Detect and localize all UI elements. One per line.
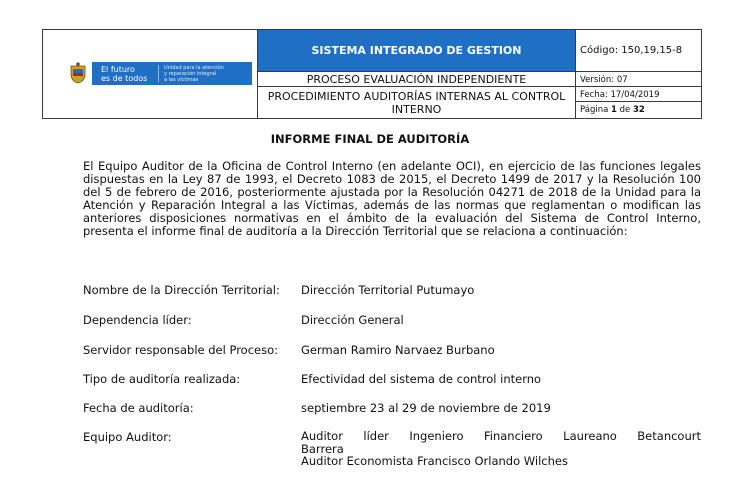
banner-divider [158,65,159,82]
field-label-dependencia: Dependencia líder: [83,313,192,327]
system-title: SISTEMA INTEGRADO DE GESTION [258,30,575,72]
doc-version: Versión: 07 [576,73,702,87]
field-label-tipo: Tipo de auditoría realizada: [83,372,241,386]
banner-small-3: a las víctimas [164,77,199,83]
field-value-fecha: septiembre 23 al 29 de noviembre de 2019 [301,401,551,415]
banner-line-1: El futuro [101,65,135,74]
field-value-servidor: German Ramiro Narvaez Burbano [301,343,495,357]
auditor-line-2: Barrera [301,441,344,456]
banner-small-1: Unidad para la atención [164,65,224,71]
logo-cell [43,30,258,118]
auditor-word: Ingeniero [409,429,464,443]
auditor-word: Auditor [301,429,343,443]
header-table [42,29,702,119]
field-label-servidor: Servidor responsable del Proceso: [83,343,279,357]
auditor-word: líder [363,429,389,443]
auditor-line-1 [301,430,701,443]
doc-code: Código: 150,19,15-8 [576,30,702,72]
coat-of-arms-icon [69,62,87,84]
field-value-dependencia: Dirección General [301,313,404,327]
page-indicator [576,103,702,118]
procedure-name: PROCEDIMIENTO AUDITORÍAS INTERNAS AL CONTROL INTERNO [267,90,566,116]
page-total: 32 [632,105,645,115]
auditor-word: Laureano [563,429,617,443]
auditor-word: Betancourt [637,429,701,443]
intro-paragraph: El Equipo Auditor de la Oficina de Control Interno (en adelante OCI), en ejercicio de las funciones legales dispuestas en la Ley 87 de 1993, el Decreto 1083 de 2015, el Decreto 1499 de 2017 y la Resolución 100 del 5 de febrero de 2016, posteriormente ajustada por la Resolución 04271 de 2018 de la Unidad para la Atención y Reparación Integral a las Víctimas, además de las normas que reglamentan o modifican las anteriores disposiciones normativas en el ámbito de la evaluación del Sistema de Control Interno, presenta el informe final de auditoría a la Dirección Territorial que se relaciona a continuación: [83,159,701,238]
field-value-territorial: Dirección Territorial Putumayo [301,283,475,297]
brand-banner [92,62,252,85]
auditor-team [301,430,701,468]
banner-line-2: es de todos [101,74,148,83]
doc-meta-column [575,30,701,118]
auditor-word: Financiero [483,429,543,443]
field-value-tipo: Efectividad del sistema de control interno [301,372,542,386]
field-label-territorial: Nombre de la Dirección Territorial: [83,283,280,297]
field-label-equipo: Equipo Auditor: [83,430,172,444]
field-label-fecha: Fecha de auditoría: [83,401,194,415]
page-number: 1 [611,105,617,115]
page-prefix: Página [580,105,609,115]
doc-date: Fecha: 17/04/2019 [576,88,702,102]
process-name: PROCESO EVALUACIÓN INDEPENDIENTE [258,73,575,87]
banner-small-2: y reparación integral [164,71,217,77]
auditor-line-3: Auditor Economista Francisco Orlando Wilches [301,454,568,468]
report-title: INFORME FINAL DE AUDITORÍA [270,132,470,146]
page-of: de [619,105,631,115]
